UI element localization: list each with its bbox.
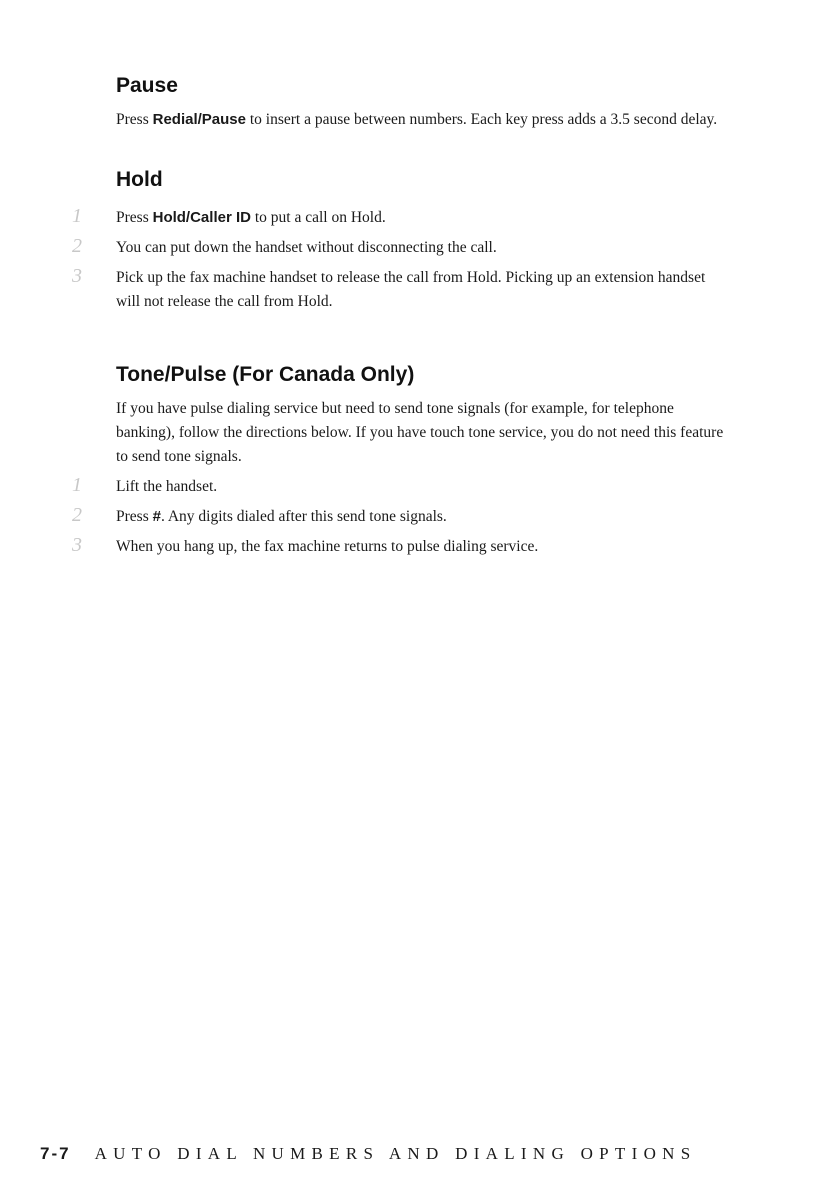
step-number: 3 xyxy=(72,534,82,556)
tone-pulse-section xyxy=(72,363,726,559)
hold-heading: Hold xyxy=(116,168,163,191)
hold-step-3: 3 Pick up the fax machine handset to release the call from Hold. Picking up an extension handset will not release the call from Hold. xyxy=(72,265,706,310)
step-number: 2 xyxy=(72,235,82,257)
hold-caller-id-key: Hold/Caller ID xyxy=(152,209,251,226)
page-footer xyxy=(40,1144,696,1164)
tone-step-2: 2 Press #. Any digits dialed after this send tone signals. xyxy=(72,504,447,526)
chapter-title: AUTO DIAL NUMBERS AND DIALING OPTIONS xyxy=(94,1144,697,1163)
step-number: 3 xyxy=(72,265,82,287)
tone-pulse-heading: Tone/Pulse (For Canada Only) xyxy=(116,363,415,386)
page-number: 7-7 xyxy=(40,1144,71,1163)
pause-paragraph: Press Redial/Pause to insert a pause between numbers. Each key press adds a 3.5 second delay. xyxy=(116,111,718,128)
pound-key: # xyxy=(152,508,161,525)
redial-pause-key: Redial/Pause xyxy=(152,111,246,128)
hold-step-1: 1 Press Hold/Caller ID to put a call on Hold. xyxy=(72,205,386,227)
step-number: 2 xyxy=(72,504,82,526)
hold-section xyxy=(72,168,726,314)
step-number: 1 xyxy=(72,205,82,227)
tone-step-1: 1 Lift the handset. xyxy=(72,474,218,496)
tone-pulse-intro: If you have pulse dialing service but need to send tone signals (for example, for telephone banking), follow the directions below. If you have touch tone service, you do not need this feature to send tone signals. xyxy=(116,400,724,465)
pause-heading: Pause xyxy=(116,74,178,97)
tone-step-3: 3 When you hang up, the fax machine returns to pulse dialing service. xyxy=(72,534,539,556)
pause-section xyxy=(116,74,726,132)
step-number: 1 xyxy=(72,474,82,496)
hold-step-2: 2 You can put down the handset without disconnecting the call. xyxy=(72,235,497,257)
